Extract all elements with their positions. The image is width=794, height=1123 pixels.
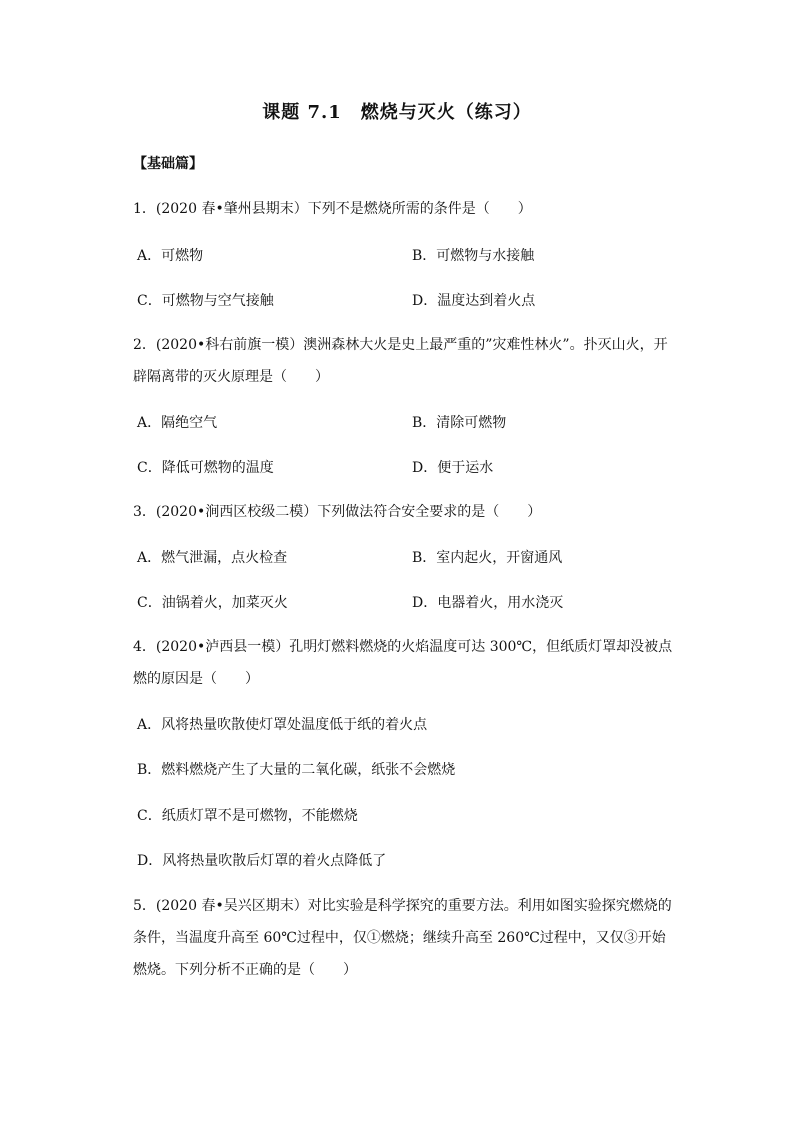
question-1-option-a: A．可燃物 — [137, 248, 204, 264]
question-2-option-c: C．降低可燃物的温度 — [137, 460, 274, 476]
question-3-option-c: C．油锅着火，加菜灭火 — [137, 595, 288, 611]
question-3-stem: 3．(2020•涧西区校级二模）下列做法符合安全要求的是（ ） — [133, 504, 542, 520]
question-2-option-d: D．便于运水 — [412, 460, 494, 476]
question-4-option-a: A．风将热量吹散使灯罩处温度低于纸的着火点 — [137, 717, 428, 733]
question-5-stem: 5．(2020 春•吴兴区期末）对比实验是科学探究的重要方法。利用如图实验探究燃烧的条件，当温度升高至 60℃过程中，仅①燃烧；继续升高至 260℃过程中，又仅③开始燃烧。下列分析不正确的是（ ） — [133, 898, 672, 978]
question-3-option-d: D．电器着火，用水浇灭 — [412, 595, 564, 611]
question-3-option-a: A．燃气泄漏，点火检查 — [137, 550, 288, 566]
page-title: 课题 7.1 燃烧与灭火（练习） — [262, 102, 532, 123]
question-2-option-a: A．隔绝空气 — [137, 415, 218, 431]
question-1-option-c: C．可燃物与空气接触 — [137, 293, 274, 309]
question-4-option-c: C．纸质灯罩不是可燃物，不能燃烧 — [137, 808, 358, 824]
question-1-option-d: D．温度达到着火点 — [412, 293, 536, 309]
question-3-option-b: B．室内起火，开窗通风 — [412, 550, 563, 566]
question-2-option-b: B．清除可燃物 — [412, 415, 507, 431]
question-4-option-b: B．燃料燃烧产生了大量的二氧化碳，纸张不会燃烧 — [137, 762, 456, 778]
question-1-stem: 1．(2020 春•肇州县期末）下列不是燃烧所需的条件是（ ） — [133, 201, 532, 217]
question-1-option-b: B．可燃物与水接触 — [412, 248, 535, 264]
question-2-stem: 2．(2020•科右前旗一模）澳洲森林大火是史上最严重的”灾难性林火”。扑灭山火，开辟隔离带的灭火原理是（ ） — [133, 337, 668, 385]
question-4-option-d: D．风将热量吹散后灯罩的着火点降低了 — [137, 853, 387, 869]
section-heading: 【基础篇】 — [133, 156, 203, 172]
question-4-stem: 4．(2020•泸西县一模）孔明灯燃料燃烧的火焰温度可达 300℃，但纸质灯罩却没被点燃的原因是（ ） — [133, 639, 673, 687]
